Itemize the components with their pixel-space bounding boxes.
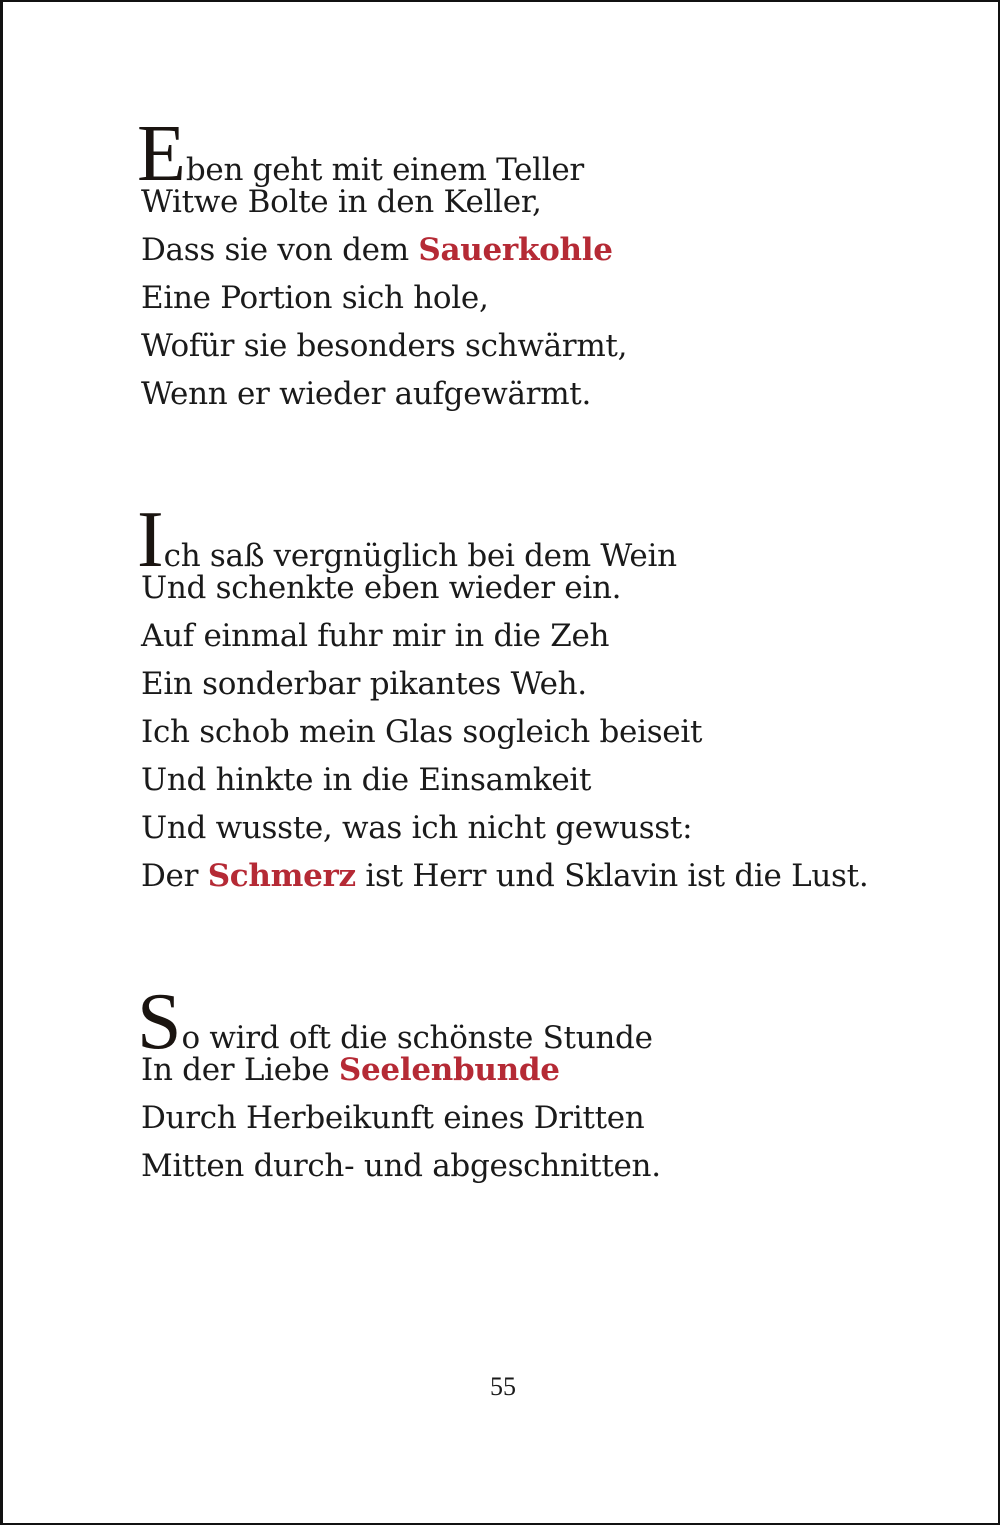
line-text: ch saß vergnüglich bei dem Wein [163,538,677,574]
poem-line [141,1094,661,1142]
line-text: Mitten durch- und abgeschnitten. [141,1148,661,1184]
highlighted-word: Schmerz [207,858,356,894]
poem-line [137,978,661,1066]
poem-line [141,1046,661,1094]
poem-line [141,322,627,370]
line-text: Wenn er wieder aufgewärmt. [141,376,591,412]
poem-line [141,226,627,274]
poem-line [141,804,868,852]
drop-cap: S [137,978,182,1066]
line-text: Eine Portion sich hole, [141,280,489,316]
poem-line [137,496,868,584]
stanza-2 [137,496,869,900]
poem-line [141,852,868,900]
line-text: Auf einmal fuhr mir in die Zeh [141,618,610,654]
poem-line [141,564,868,612]
highlighted-word: Seelenbunde [338,1052,560,1088]
drop-cap: I [137,496,164,584]
line-text: Dass sie von dem [141,232,419,268]
line-text: Durch Herbeikunft eines Dritten [141,1100,645,1136]
poem-line [141,660,868,708]
line-text: Ein sonderbar pikantes Weh. [141,666,587,702]
highlighted-word: Sauerkohle [418,232,613,268]
line-text: Und schenkte eben wieder ein. [141,570,622,606]
line-text: ben geht mit einem Teller [185,152,584,188]
line-text: Wofür sie besonders schwärmt, [141,328,628,364]
poem-line [141,756,868,804]
stanza-1 [137,110,628,418]
stanza-3 [137,978,661,1190]
drop-cap: E [137,110,186,198]
poem-line [141,708,868,756]
line-text: o wird oft die schönste Stunde [181,1020,653,1056]
line-text: ist Herr und Sklavin ist die Lust. [355,858,869,894]
poem-line [141,370,627,418]
poem-line [137,110,627,198]
line-text: Ich schob mein Glas sogleich beiseit [141,714,703,750]
poem-line [141,1142,661,1190]
poem-line [141,274,627,322]
line-text: In der Liebe [141,1052,339,1088]
line-text: Witwe Bolte in den Keller, [141,184,542,220]
poem-line [141,612,868,660]
line-text: Der [141,858,208,894]
line-text: Und hinkte in die Einsamkeit [141,762,592,798]
line-text: Und wusste, was ich nicht gewusst: [141,810,693,846]
page-number: 55 [490,1372,516,1401]
poem-line [141,178,627,226]
